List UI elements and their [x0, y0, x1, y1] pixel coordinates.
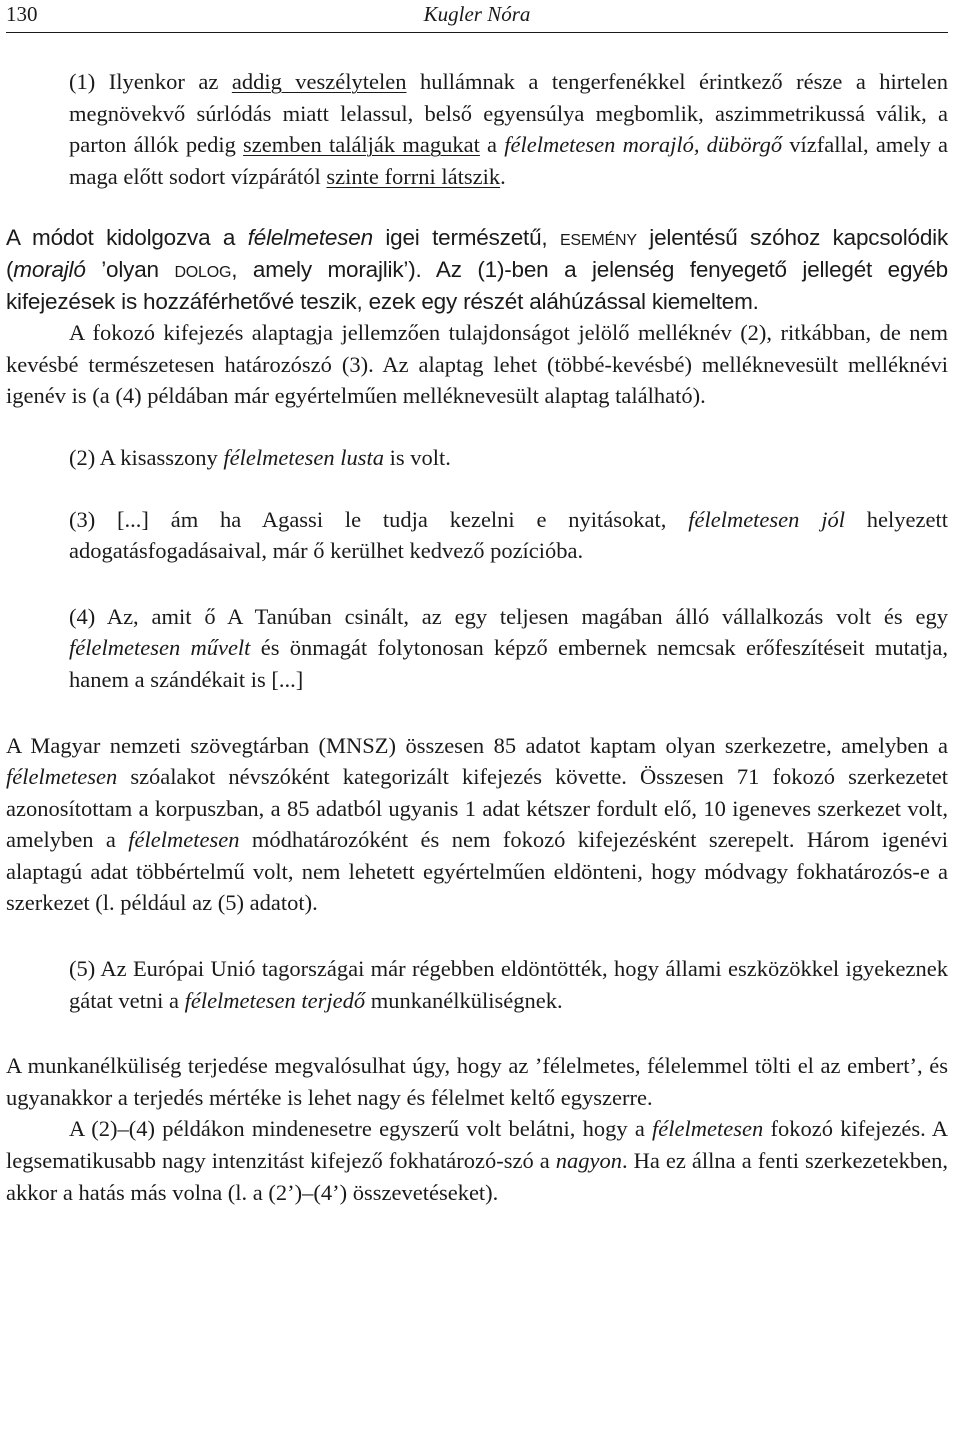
- text-run: A fokozó kifejezés alaptagja jellemzően tulajdonságot jelölő melléknév (2), ritkábban, de nem kevésbé természetesen határozószó (3). Az alaptag lehet (többé-kevésbé) melléknevesült melléknévi igenév is (a (4) példában már egyértelműen melléknevesült alaptag található).: [6, 320, 948, 409]
- italic-term: félelmetesen: [652, 1116, 764, 1142]
- example-sentence: [69, 504, 948, 567]
- text-run: igei természetű,: [372, 225, 560, 251]
- underlined-phrase: szinte forrni látszik: [326, 163, 501, 189]
- italic-term: félelmetesen művelt: [69, 635, 251, 661]
- text-run: A Magyar nemzeti szövegtárban (MNSZ) összesen 85 adatot kaptam olyan szerkezetre, amelyben a: [6, 732, 948, 758]
- italic-term: félelmetesen: [247, 225, 373, 251]
- italic-term: félelmetesen: [6, 764, 118, 790]
- italic-term: félelmetesen jól: [688, 506, 845, 532]
- text-run: munkanélküliségnek.: [365, 987, 563, 1013]
- text-run: (5) Az Európai Unió tagországai már régebben eldöntötték, hogy állami eszközökkel igyekeznek gátat vetni a: [69, 956, 948, 1013]
- text-run: és önmagát folytonosan képző embernek nemcsak erőfeszítéseit mutatja, hanem a szándékait is [...]: [69, 635, 949, 692]
- body-paragraph: [6, 317, 948, 412]
- text-run: A módot kidolgozva a: [6, 225, 248, 251]
- body-paragraph: [6, 1050, 948, 1113]
- underlined-phrase: addig veszélytelen: [231, 69, 407, 94]
- text-run: (2) A kisasszony: [69, 444, 224, 470]
- italic-term: félelmetesen: [128, 827, 240, 853]
- italic-term: félelmetesen terjedő: [184, 987, 366, 1013]
- example-sentence: [69, 601, 948, 696]
- text-run: , amely morajlik’). Az (1)-ben a jelenség fenyegető jellegét egyéb kifejezések is hozzáférhetővé teszik, ezek egy részét aláhúzással kiemeltem.: [6, 256, 948, 314]
- body-paragraph: [6, 1113, 948, 1208]
- example-sentence: [69, 442, 948, 474]
- italic-term: nagyon: [555, 1148, 622, 1174]
- running-head-author: Kugler Nóra: [423, 2, 531, 26]
- italic-term: félelmetesen morajló, dübörgő: [504, 132, 783, 158]
- italic-term: morajló: [13, 256, 86, 282]
- text-run: . Ha ez állna a fenti szerkezetekben, akkor a hatás más volna (l. a (2’)–(4’) összevetéseket).: [6, 1148, 949, 1205]
- italic-term: félelmetesen lusta: [223, 444, 384, 470]
- text-run: módhatározóként és nem fokozó kifejezésként szerepelt. Három igenévi alaptagú adat többértelmű volt, nem lehetett egyértelműen eldönteni, hogy módvagy fokhatározós-e a szerkezet (l. például az (5) adatot).: [6, 827, 948, 916]
- text-run: a: [479, 132, 505, 158]
- running-header: [6, 0, 948, 30]
- example-sentence: [69, 953, 948, 1016]
- text-run: szóalakot névszóként kategorizált kifejezés követte. Összesen 71 fokozó szerkezetet azonosítottam a korpuszban, a 85 adatból ugyanis 1 adat kétszer fordult elő, 10 igeneves szerkezet volt, amelyben a: [6, 764, 948, 853]
- text-run: A munkanélküliség terjedése megvalósulhat úgy, hogy az ’félelmetes, félelemmel tölti el az embert’, és ugyanakkor a terjedés mértéke is lehet nagy és félelmet keltő egyszerre.: [6, 1053, 948, 1110]
- text-run: (3) [...] ám ha Agassi le tudja kezelni e nyitásokat,: [69, 506, 689, 532]
- text-run: .: [500, 163, 506, 189]
- text-run: vízfallal, amely a maga előtt sodort vízpárától: [69, 132, 948, 189]
- text-run: fokozó kifejezés. A legsematikusabb nagy intenzitást kifejező fokhatározó-szó a: [6, 1116, 949, 1174]
- small-caps-term: dolog: [174, 256, 232, 282]
- text-run: jelentésű szóhoz kapcsolódik (: [6, 225, 948, 282]
- text-run: (1) Ilyenkor az: [69, 69, 232, 94]
- text-run: ’olyan: [85, 256, 175, 282]
- body-paragraph: [6, 730, 948, 920]
- text-run: helyezett adogatásfogadásaival, már ő kerülhet kedvező pozícióba.: [69, 506, 948, 564]
- text-run: is volt.: [383, 444, 451, 470]
- header-rule: [6, 32, 948, 33]
- page-number: 130: [6, 2, 38, 26]
- body-paragraph: [6, 222, 948, 317]
- example-sentence: [69, 66, 948, 192]
- text-run: A (2)–(4) példákon mindenesetre egyszerű volt belátni, hogy a: [69, 1116, 653, 1142]
- small-caps-term: esemény: [559, 225, 637, 251]
- text-run: hullámnak a tengerfenékkel érintkező része a hirtelen megnövekvő súrlódás miatt lelassul, belső egyensúlya megbomlik, aszimmetrikussá válik, a parton állók pedig: [69, 69, 948, 158]
- text-run: (4) Az, amit ő A Tanúban csinált, az egy teljesen magában álló vállalkozás volt és egy: [69, 603, 948, 629]
- page-body: [6, 66, 948, 1208]
- underlined-phrase: szemben találják magukat: [243, 132, 480, 158]
